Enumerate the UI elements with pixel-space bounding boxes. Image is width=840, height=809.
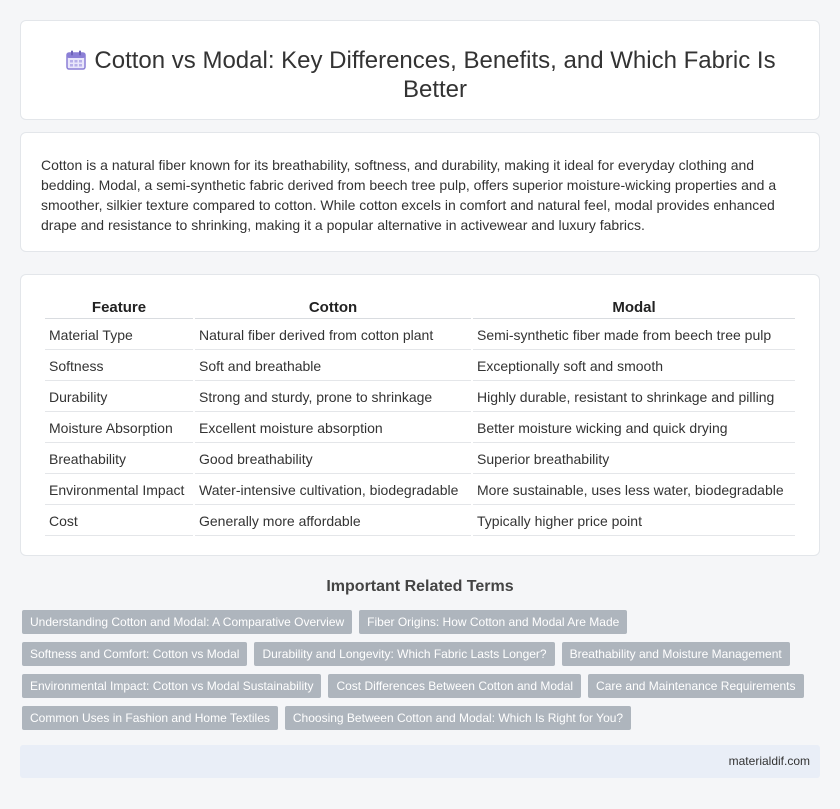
intro-card xyxy=(20,132,820,252)
table-cell: Highly durable, resistant to shrinkage and pilling xyxy=(473,383,795,412)
table-cell: Cost xyxy=(45,507,193,536)
table-cell: Breathability xyxy=(45,445,193,474)
table-cell: Water-intensive cultivation, biodegradable xyxy=(195,476,471,505)
footer-site-link[interactable]: materialdif.com xyxy=(728,754,810,768)
table-cell: Better moisture wicking and quick drying xyxy=(473,414,795,443)
table-cell: Excellent moisture absorption xyxy=(195,414,471,443)
table-cell: Strong and sturdy, prone to shrinkage xyxy=(195,383,471,412)
related-terms-list xyxy=(22,610,822,738)
related-term-tag[interactable]: Durability and Longevity: Which Fabric Lasts Longer? xyxy=(254,642,554,666)
table-header-row xyxy=(45,297,795,319)
table-row xyxy=(45,445,795,474)
table-row xyxy=(45,352,795,381)
related-term-tag[interactable]: Care and Maintenance Requirements xyxy=(588,674,803,698)
table-row xyxy=(45,507,795,536)
related-term-tag[interactable]: Fiber Origins: How Cotton and Modal Are Made xyxy=(359,610,627,634)
related-term-tag[interactable]: Understanding Cotton and Modal: A Comparative Overview xyxy=(22,610,352,634)
table-cell: Durability xyxy=(45,383,193,412)
table-cell: Exceptionally soft and smooth xyxy=(473,352,795,381)
comparison-table xyxy=(43,295,797,538)
table-cell: Typically higher price point xyxy=(473,507,795,536)
column-header-cotton: Cotton xyxy=(195,297,471,319)
column-header-modal: Modal xyxy=(473,297,795,319)
related-terms-title: Important Related Terms xyxy=(326,578,514,595)
table-cell: Superior breathability xyxy=(473,445,795,474)
table-cell: Moisture Absorption xyxy=(45,414,193,443)
table-row xyxy=(45,383,795,412)
table-cell: Natural fiber derived from cotton plant xyxy=(195,321,471,350)
table-cell: Good breathability xyxy=(195,445,471,474)
column-header-feature: Feature xyxy=(45,297,193,319)
related-term-tag[interactable]: Choosing Between Cotton and Modal: Which Is Right for You? xyxy=(285,706,631,730)
table-cell: Environmental Impact xyxy=(45,476,193,505)
table-row xyxy=(45,414,795,443)
page-title: Cotton vs Modal: Key Differences, Benefits, and Which Fabric Is Better xyxy=(94,47,776,103)
intro-paragraph: Cotton is a natural fiber known for its breathability, softness, and durability, making it ideal for everyday clothing and bedding. Modal, a semi-synthetic fabric derived from beech tree pulp, offers superior moisture-wicking properties and a smoother, silkier texture compared to cotton. While cotton excels in comfort and natural feel, modal provides enhanced drape and resistance to shrinking, making it a popular alternative in activewear and luxury fabrics. xyxy=(41,157,777,233)
footer xyxy=(20,745,820,778)
table-cell: Soft and breathable xyxy=(195,352,471,381)
table-cell: Material Type xyxy=(45,321,193,350)
related-term-tag[interactable]: Cost Differences Between Cotton and Modal xyxy=(328,674,581,698)
related-term-tag[interactable]: Softness and Comfort: Cotton vs Modal xyxy=(22,642,247,666)
table-cell: Softness xyxy=(45,352,193,381)
table-row xyxy=(45,321,795,350)
related-term-tag[interactable]: Common Uses in Fashion and Home Textiles xyxy=(22,706,278,730)
related-term-tag[interactable]: Environmental Impact: Cotton vs Modal Sustainability xyxy=(22,674,321,698)
comparison-table-card xyxy=(20,274,820,556)
header-card xyxy=(20,20,820,120)
table-cell: More sustainable, uses less water, biodegradable xyxy=(473,476,795,505)
table-row xyxy=(45,476,795,505)
related-term-tag[interactable]: Breathability and Moisture Management xyxy=(562,642,790,666)
table-cell: Semi-synthetic fiber made from beech tree pulp xyxy=(473,321,795,350)
table-cell: Generally more affordable xyxy=(195,507,471,536)
